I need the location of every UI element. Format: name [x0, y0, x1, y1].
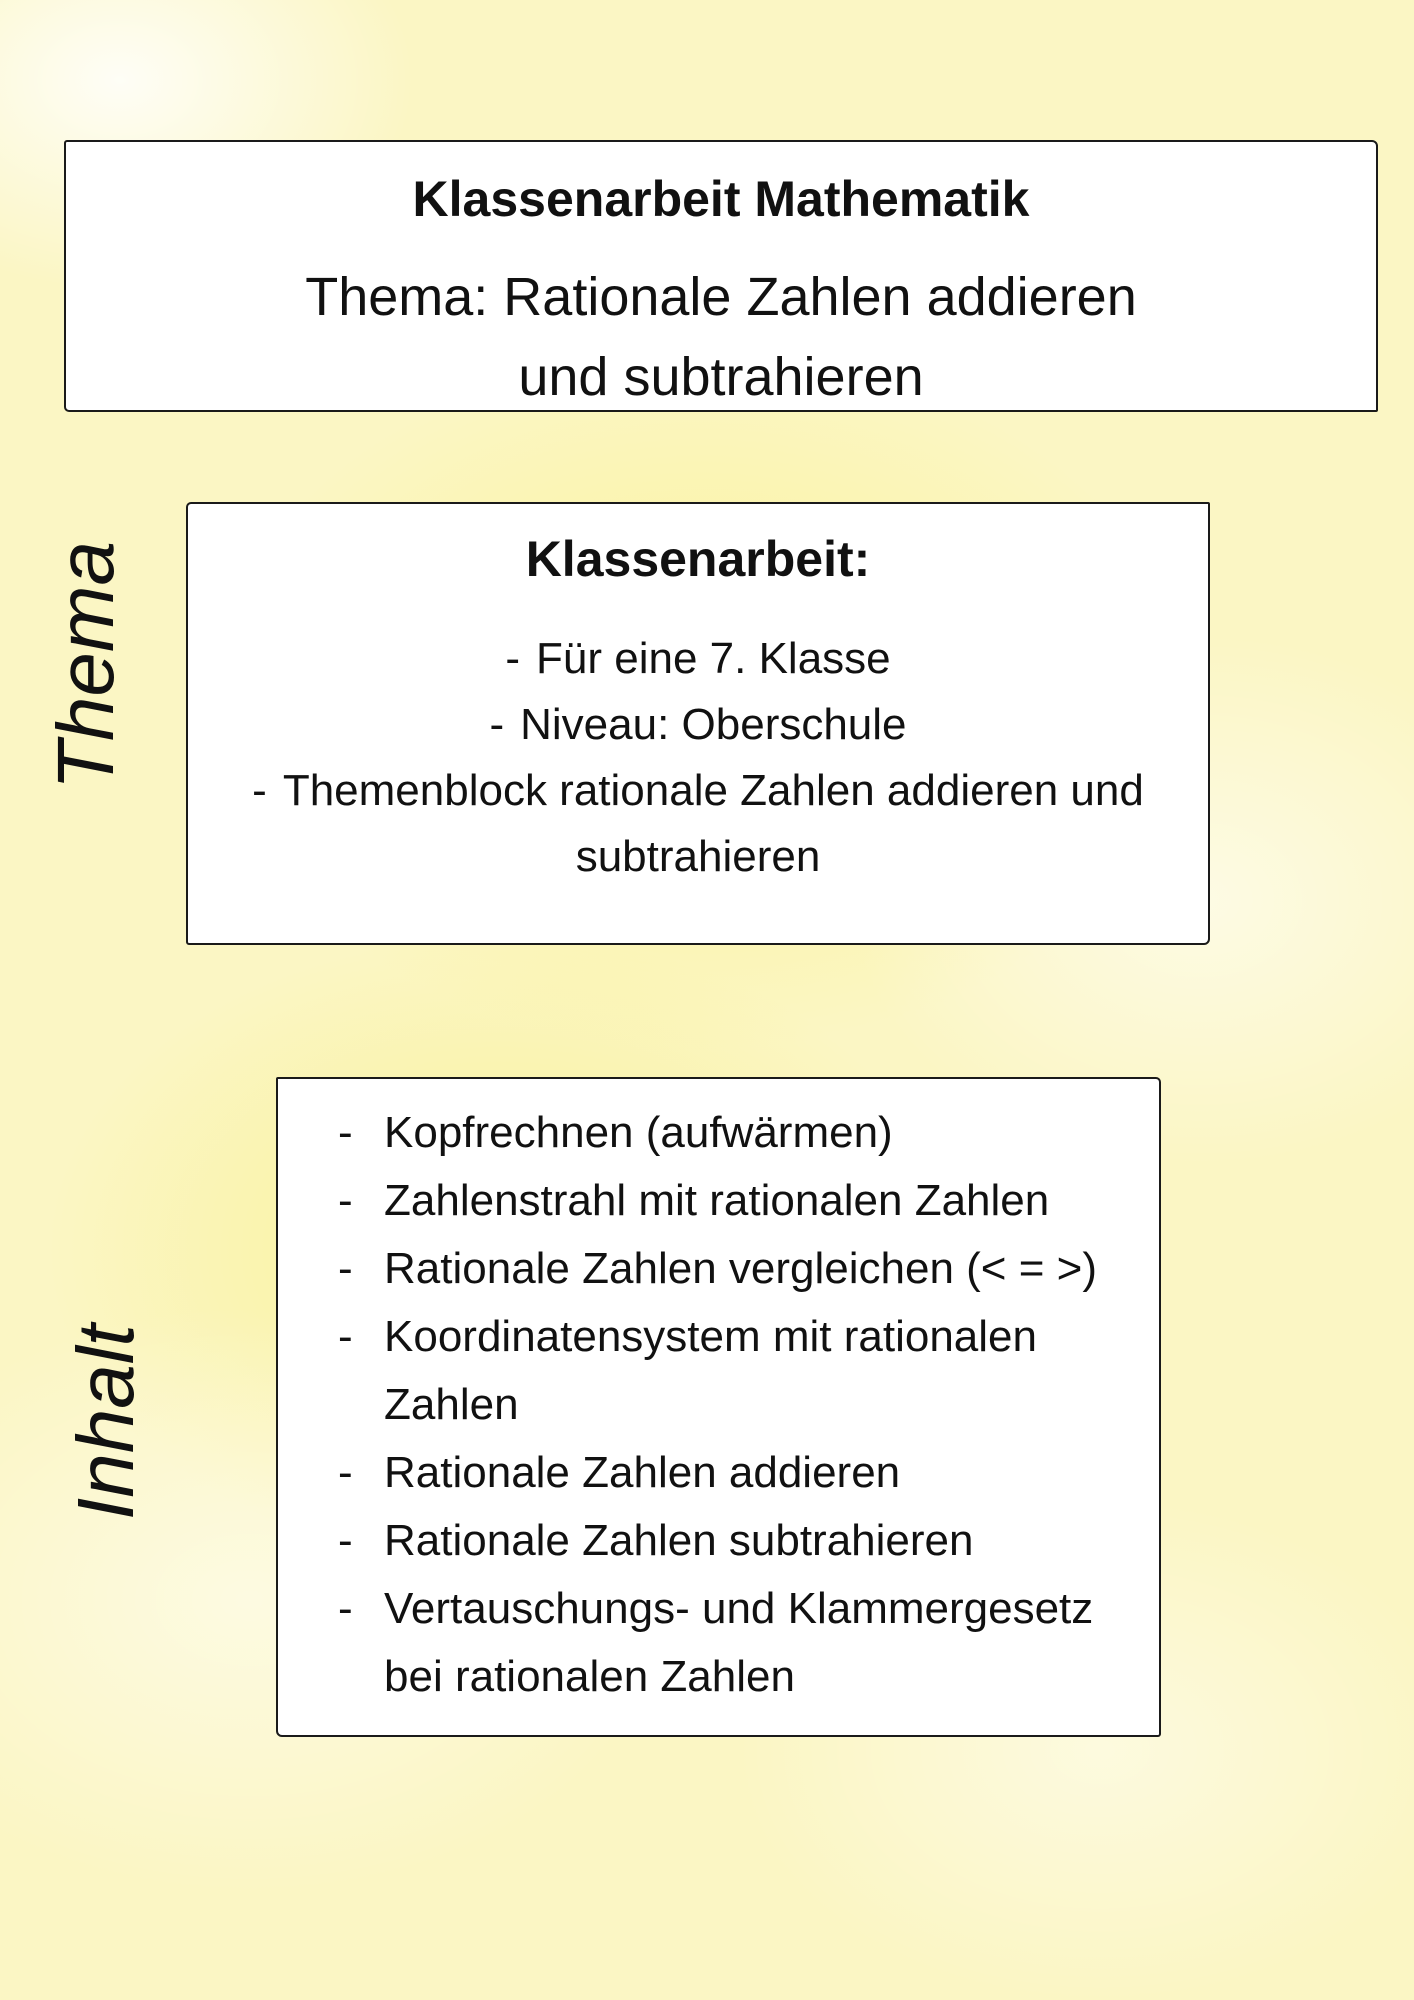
page-title: Klassenarbeit Mathematik	[412, 171, 1030, 227]
thema-box	[186, 502, 1210, 945]
list-item: - Zahlenstrahl mit rationalen Zahlen	[338, 1176, 1050, 1225]
thema-heading: Klassenarbeit:	[525, 531, 871, 587]
thema-list	[188, 626, 1208, 890]
list-item: - Für eine 7. Klasse	[505, 634, 891, 683]
side-label-inhalt: Inhalt	[61, 1324, 150, 1520]
list-item: - Rationale Zahlen vergleichen (< = >)	[338, 1244, 1097, 1293]
inhalt-list	[338, 1099, 1149, 1711]
subject-line: Thema: Rationale Zahlen addieren und subtrahieren	[305, 267, 1137, 407]
list-item: - Kopfrechnen (aufwärmen)	[338, 1108, 893, 1157]
list-item: - Koordinatensystem mit rationalen Zahlen	[338, 1312, 1037, 1429]
list-item: - Vertauschungs- und Klammergesetz bei rationalen Zahlen	[338, 1584, 1094, 1701]
list-item: - Themenblock rationale Zahlen addieren und subtrahieren	[252, 766, 1144, 881]
side-label-thema: Thema	[41, 541, 130, 790]
title-box	[64, 140, 1378, 412]
inhalt-box	[276, 1077, 1161, 1737]
list-item: - Niveau: Oberschule	[489, 700, 907, 749]
list-item: - Rationale Zahlen addieren	[338, 1448, 901, 1497]
list-item: - Rationale Zahlen subtrahieren	[338, 1516, 974, 1565]
